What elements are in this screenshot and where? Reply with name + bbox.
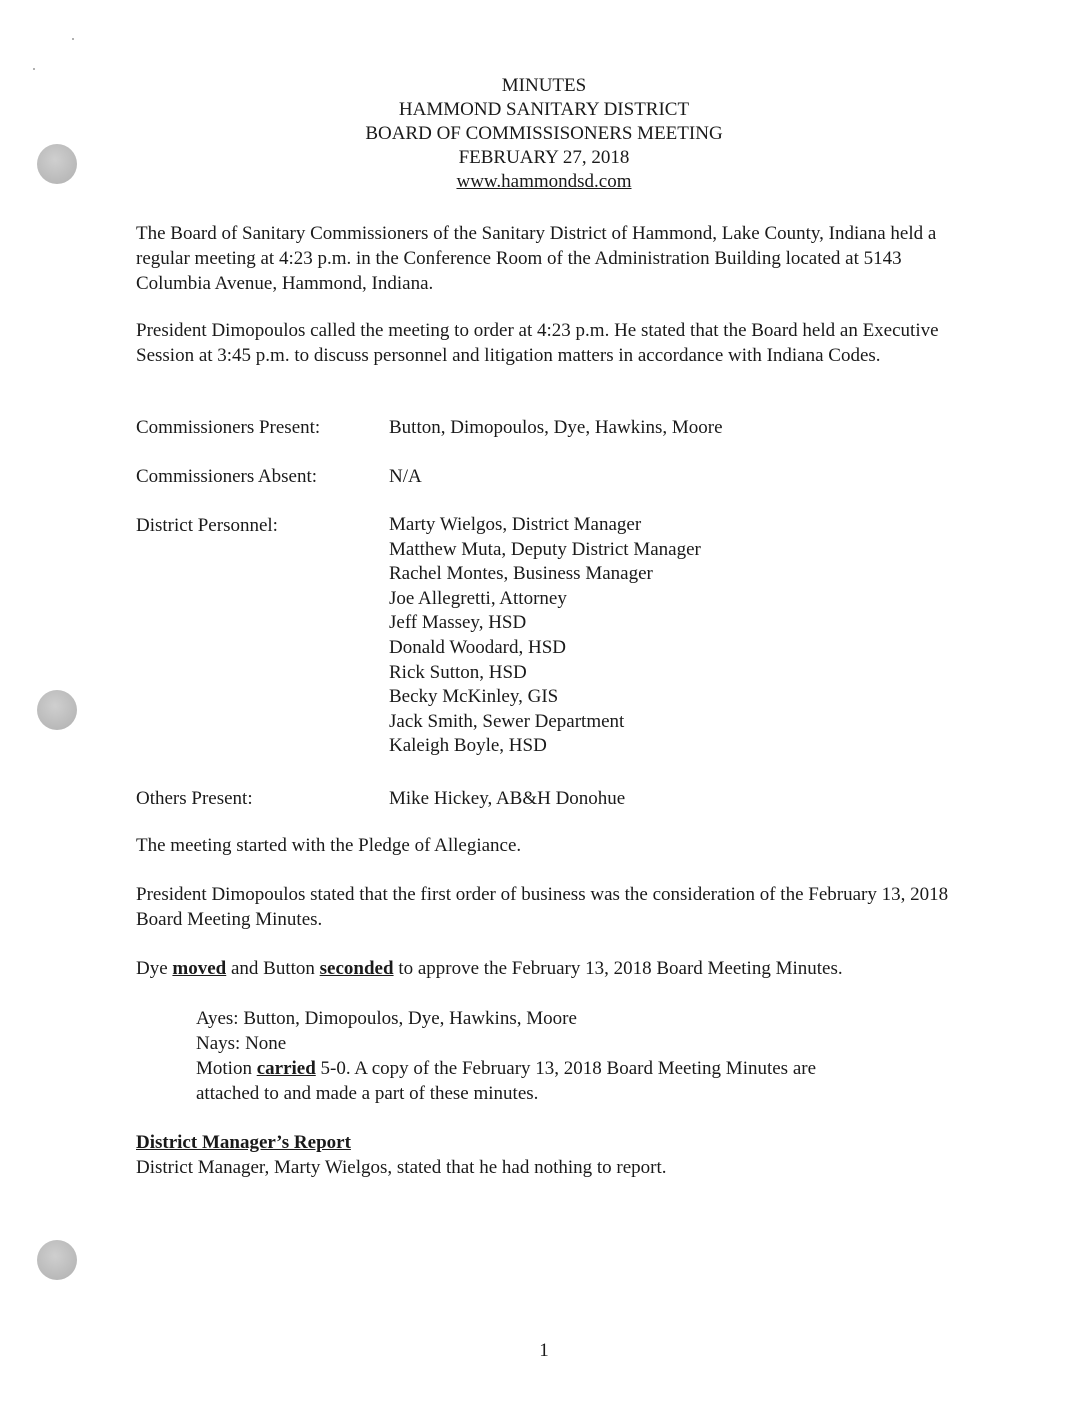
personnel-item: Rick Sutton, HSD	[389, 661, 527, 683]
nays-line: Nays: None	[196, 1033, 287, 1054]
personnel-item: Matthew Muta, Deputy District Manager	[389, 538, 701, 560]
motion-line-2: attached to and made a part of these minutes.	[196, 1083, 539, 1104]
district-personnel-list	[389, 513, 701, 759]
personnel-item: Donald Woodard, HSD	[389, 636, 567, 658]
motion-rest: 5-0. A copy of the February 13, 2018 Board Meeting Minutes are	[315, 1058, 817, 1079]
header-date: FEBRUARY 27, 2018	[458, 147, 630, 168]
motion-text: and Button	[226, 958, 320, 979]
first-order-paragraph: President Dimopoulos stated that the first order of business was the consideration of the February 13, 2018 Board Meeting Minutes.	[136, 884, 949, 930]
manager-report-text: District Manager, Marty Wielgos, stated that he had nothing to report.	[136, 1157, 667, 1178]
personnel-item: Rachel Montes, Business Manager	[389, 563, 653, 585]
commissioners-present-label: Commissioners Present:	[136, 417, 321, 438]
header-district: HAMMOND SANITARY DISTRICT	[398, 99, 690, 120]
personnel-item: Becky McKinley, GIS	[389, 686, 559, 708]
carried-keyword: carried	[256, 1058, 316, 1079]
others-present-value: Mike Hickey, AB&H Donohue	[389, 788, 626, 809]
motion-carried-line	[196, 1056, 956, 1081]
intro-paragraph: The Board of Sanitary Commissioners of the Sanitary District of Hammond, Lake County, Indiana held a regular meeting at 4:23 p.m. in the Conference Room of the Administration Building located at 5143 Columbia Avenue, Hammond, Indiana.	[136, 223, 937, 294]
call-to-order-paragraph: President Dimopoulos called the meeting to order at 4:23 p.m. He stated that the Board held an Executive Session at 3:45 p.m. to discuss personnel and litigation matters in accordance with Indiana Codes.	[136, 320, 939, 366]
motion-text: to approve the February 13, 2018 Board Meeting Minutes.	[393, 958, 843, 979]
personnel-item: Marty Wielgos, District Manager	[389, 514, 642, 535]
scan-speck	[33, 68, 35, 70]
moved-keyword: moved	[172, 958, 227, 979]
motion-prefix: Motion	[196, 1058, 257, 1079]
page-number: 1	[539, 1340, 549, 1361]
pledge-paragraph: The meeting started with the Pledge of Allegiance.	[136, 835, 522, 856]
commissioners-absent-value: N/A	[389, 466, 422, 487]
header-url-link[interactable]: www.hammondsd.com	[456, 171, 632, 192]
personnel-item: Kaleigh Boyle, HSD	[389, 735, 547, 757]
punch-hole-middle	[37, 690, 77, 730]
header-minutes: MINUTES	[501, 75, 587, 96]
ayes-line: Ayes: Button, Dimopoulos, Dye, Hawkins, Moore	[196, 1008, 577, 1029]
district-personnel-label: District Personnel:	[136, 515, 278, 536]
vote-block	[196, 1006, 956, 1106]
motion-text: Dye	[136, 958, 173, 979]
document-header	[0, 74, 1088, 194]
seconded-keyword: seconded	[319, 958, 394, 979]
scan-speck	[72, 38, 74, 40]
punch-hole-bottom	[37, 1240, 77, 1280]
motion-paragraph	[136, 956, 976, 981]
header-board: BOARD OF COMMISSISONERS MEETING	[365, 123, 723, 144]
commissioners-present-value: Button, Dimopoulos, Dye, Hawkins, Moore	[389, 417, 723, 438]
personnel-item: Joe Allegretti, Attorney	[389, 587, 567, 609]
personnel-item: Jack Smith, Sewer Department	[389, 710, 625, 732]
manager-report-heading: District Manager’s Report	[136, 1132, 351, 1153]
commissioners-absent-label: Commissioners Absent:	[136, 466, 318, 487]
others-present-label: Others Present:	[136, 788, 253, 809]
personnel-item: Jeff Massey, HSD	[389, 612, 527, 634]
manager-report-section	[136, 1130, 976, 1180]
